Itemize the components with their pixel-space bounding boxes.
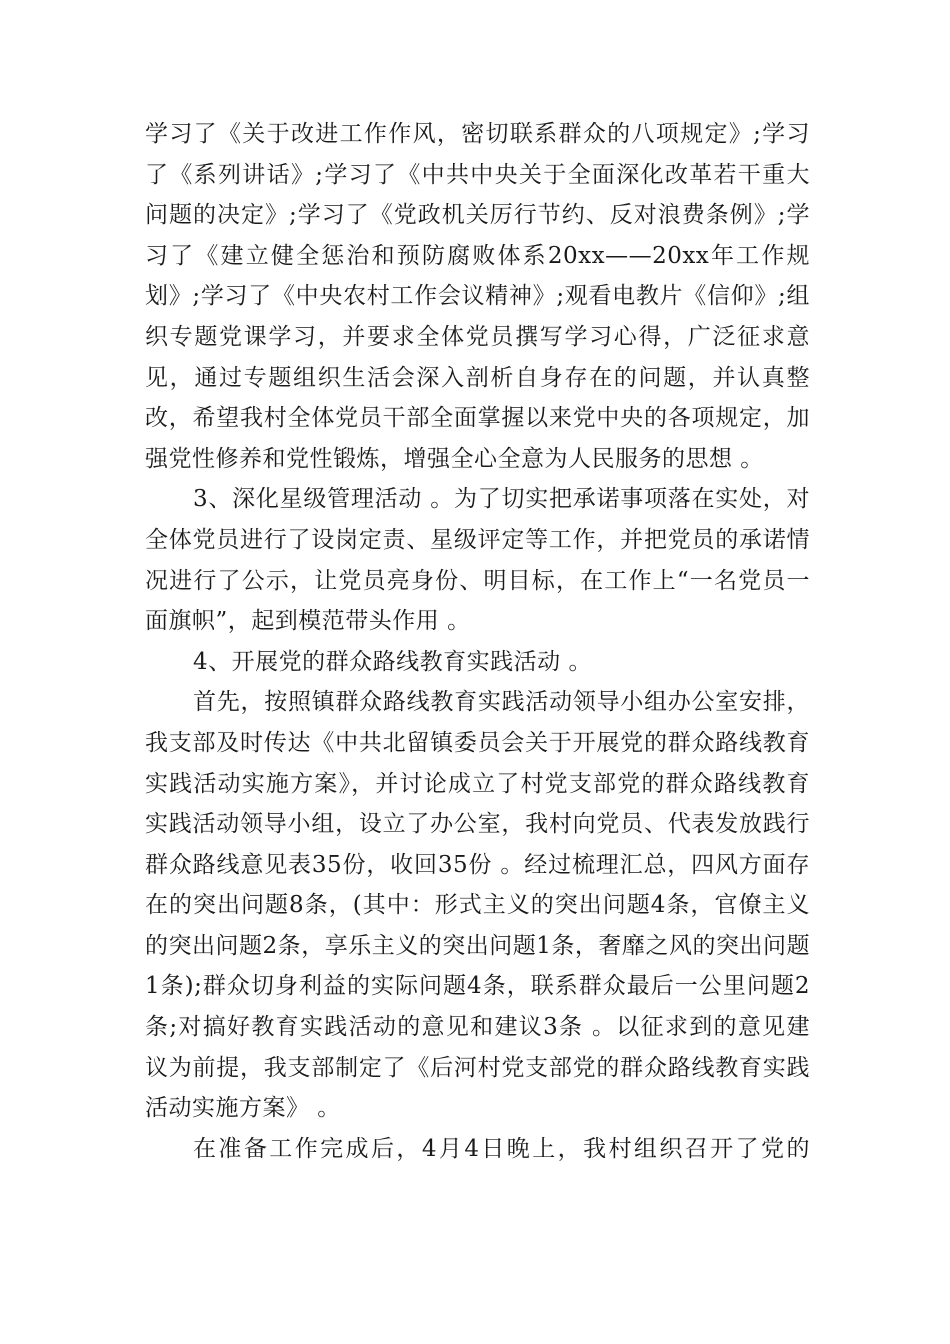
paragraph-mass-line-details: 首先，按照镇群众路线教育实践活动领导小组办公室安排，我支部及时传达《中共北留镇委员会关于开展党的群众路线教育实践活动实施方案》，并讨论成立了村党支部党的群众路线教育实践活动领导小组，设立了办公室，我村向党员、代表发放践行群众路线意见表35份，收回35份 。经过梳理汇总，四风方面存在的突出问题8条，(其中：形式主义的突出问题4条，官僚主义的突出问题2条，享乐主义的突出问题1条，奢靡之风的突出问题1条);群众切身利益的实际问题4条，联系群众最后一公里问题2条;对搞好教育实践活动的意见和建议3条 。以征求到的意见建议为前提，我支部制定了《后河村党支部党的群众路线教育实践活动实施方案》 。 — [145, 689, 810, 1122]
paragraph-study-list: 学习了《关于改进工作作风，密切联系群众的八项规定》;学习了《系列讲话》;学习了《中共中央关于全面深化改革若干重大问题的决定》;学习了《党政机关厉行节约、反对浪费条例》;学习了《建立健全惩治和预防腐败体系20xx——20xx年工作规划》;学习了《中央农村工作会议精神》;观看电教片《信仰》;组织专题党课学习，并要求全体党员撰写学习心得，广泛征求意见，通过专题组织生活会深入剖析自身存在的问题，并认真整改，希望我村全体党员干部全面掌握以来党中央的各项规定，加强党性修养和党性锻炼，增强全心全意为人民服务的思想 。 — [145, 121, 810, 472]
paragraph-preparation: 在准备工作完成后，4月4日晚上，我村组织召开了党的 — [193, 1135, 810, 1162]
document-body — [145, 114, 810, 1169]
paragraph-mass-line-heading: 4、开展党的群众路线教育实践活动 。 — [193, 648, 592, 675]
paragraph-star-management: 3、深化星级管理活动 。为了切实把承诺事项落在实处，对全体党员进行了设岗定责、星级评定等工作，并把党员的承诺情况进行了公示，让党员亮身份、明目标，在工作上“一名党员一面旗帜”，起到模范带头作用 。 — [145, 486, 810, 635]
